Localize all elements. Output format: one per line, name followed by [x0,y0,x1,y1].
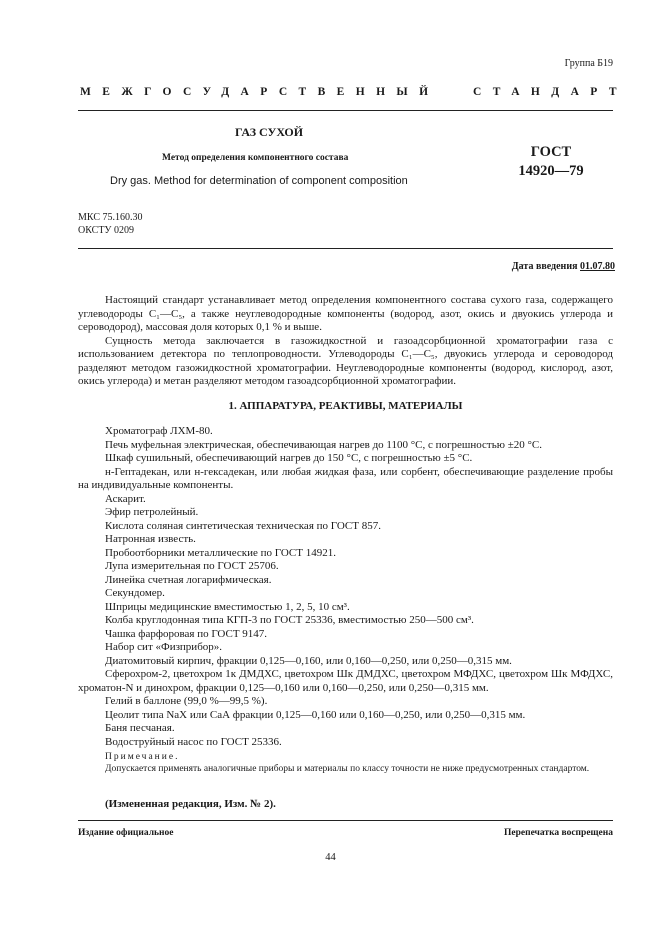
gost-code: 14920—79 [518,163,584,179]
header-word-standard: СТАНДАРТ [473,86,628,98]
classification-codes [78,212,142,237]
intro-paragraph: Настоящий стандарт устанавливает метод определения компонентного состава сухого газа, содержащего углеводороды С₁—С₅, а также неуглеводородные компоненты (водород, азот, окись и двуокись углерода и сероводород), массовая доля которых 0,1 % и выше. [78,294,613,333]
intro-paragraph: Сущность метода заключается в газожидкостной и газоадсорбционной хроматографии газа с использованием детектора по теплопроводности. Углеводороды С₁—С₅, двуокись углерода и сероводород разделяют методом газожидкостной хроматографии. Неуглеводородные компоненты (водород, кислород, азот, окись углерода) и метан разделяют методом газоадсорбционной хроматографии. [78,334,613,387]
amendment-note: (Измененная редакция, Изм. № 2). [105,798,276,810]
document-title: ГАЗ СУХОЙ [235,125,304,139]
list-item: Колба круглодонная типа КГП-3 по ГОСТ 25336, вместимостью 250—500 см³. [105,614,474,626]
list-item: Печь муфельная электрическая, обеспечивающая нагрев до 1100 °С, с погрешностью ±20 °С. [105,438,542,451]
codes-rule [78,248,613,249]
list-item: н-Гептадекан, или н-гексадекан, или любая жидкая фаза, или сорбент, обеспечивающие разделение пробы на индивидуальные компоненты. [78,465,613,491]
group-code: Группа Б19 [564,58,613,69]
effective-date [512,261,615,272]
materials-list [78,425,613,749]
list-item: Чашка фарфоровая по ГОСТ 9147. [105,627,268,640]
list-item: Шприцы медицинские вместимостью 1, 2, 5, 10 см³. [105,600,350,613]
page-number: 44 [325,852,336,863]
gost-number [512,143,590,181]
list-item: Набор сит «Физприбор». [105,641,223,653]
note-heading: Примечание. [105,752,180,762]
official-edition: Издание официальное [78,828,174,838]
reprint-prohibited: Перепечатка воспрещена [503,828,613,838]
document-title-english: Dry gas. Method for determination of component composition [110,175,408,187]
list-item: Эфир петролейный. [105,506,199,518]
list-item: Натронная известь. [105,533,196,545]
intro-text [78,294,613,389]
section-heading: 1. АППАРАТУРА, РЕАКТИВЫ, МАТЕРИАЛЫ [228,400,463,412]
footer-rule [78,820,613,821]
effective-date-label: Дата введения [511,261,580,272]
gost-label: ГОСТ [530,144,572,160]
list-item: Гелий в баллоне (99,0 %—99,5 %). [105,695,268,707]
okstu-code: ОКСТУ 0209 [78,224,135,236]
list-item: Цеолит типа NaX или СаА фракции 0,125—0,160 или 0,160—0,250, или 0,250—0,315 мм. [105,708,526,721]
list-item: Сферохром-2, цветохром 1к ДМДХС, цветохром Шк ДМДХС, цветохром МФДХС, цветохром Шк МФДХС, хроматон-N и динохром, фракции 0,125—0,160 или 0,160—0,250, или 0,250—0,315 мм. [78,668,613,694]
list-item: Секундомер. [105,587,165,599]
list-item: Пробоотборники металлические по ГОСТ 14921. [105,546,336,559]
document-subtitle: Метод определения компонентного состава [162,153,349,163]
list-item: Диатомитовый кирпич, фракции 0,125—0,160, или 0,160—0,250, или 0,250—0,315 мм. [105,654,512,667]
list-item: Шкаф сушильный, обеспечивающий нагрев до 150 °С, с погрешностью ±5 °С. [105,452,473,464]
effective-date-value: 01.07.80 [580,261,615,272]
list-item: Баня песчаная. [105,722,175,734]
note-block [78,752,613,775]
note-text: Допускается применять аналогичные приборы и материалы по классу точности не ниже предусмотренных стандартом. [105,763,590,774]
list-item: Аскарит. [105,492,146,505]
list-item: Кислота соляная синтетическая техническая по ГОСТ 857. [105,519,381,532]
mks-code: МКС 75.160.30 [78,212,143,223]
list-item: Лупа измерительная по ГОСТ 25706. [105,560,279,572]
list-item: Водоструйный насос по ГОСТ 25336. [105,735,282,748]
list-item: Линейка счетная логарифмическая. [105,573,272,586]
header-rule [78,110,613,111]
list-item: Хроматограф ЛХМ-80. [105,425,213,437]
header-word-interstate: МЕЖГОСУДАРСТВЕННЫЙ [80,86,440,98]
